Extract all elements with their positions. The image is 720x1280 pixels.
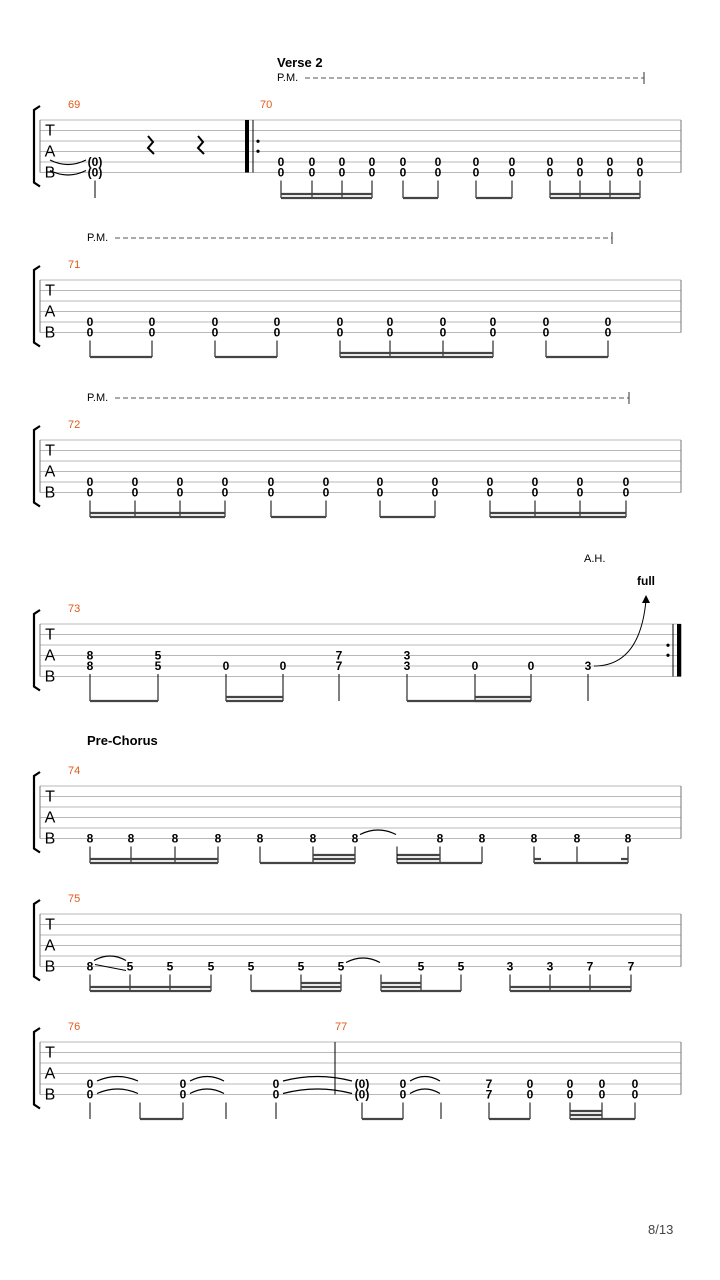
tab-clef-b: B — [44, 1086, 56, 1104]
fret-number: 0 — [179, 1087, 187, 1102]
tie-arc — [410, 1089, 440, 1094]
measure-number: 72 — [68, 419, 81, 431]
fret-number: 0 — [576, 475, 584, 489]
fret-number: 8 — [127, 831, 135, 846]
fret-number: 0 — [86, 1087, 94, 1102]
fret-number: 0 — [222, 659, 230, 673]
tie-arc — [97, 1077, 138, 1082]
fret-number: 5 — [457, 959, 465, 974]
tab-clef-a: A — [44, 1065, 56, 1083]
tab-clef-b: B — [44, 830, 56, 848]
bend-curve — [594, 600, 646, 666]
fret-number: 0 — [277, 155, 285, 169]
fret-number: 0 — [546, 155, 554, 169]
fret-number: 8 — [624, 831, 632, 846]
fret-number: 5 — [417, 959, 425, 974]
fret-number: 5 — [126, 959, 134, 974]
fret-number: (0) — [354, 1087, 370, 1102]
fret-number: 7 — [485, 1077, 493, 1091]
tab-clef-a: A — [44, 937, 56, 955]
fret-number: 8 — [573, 831, 581, 846]
fret-number: 0 — [336, 325, 344, 340]
fret-number: 0 — [272, 1077, 280, 1091]
fret-number: 0 — [542, 325, 550, 340]
fret-number: 0 — [526, 1077, 534, 1091]
fret-number: 0 — [636, 165, 644, 180]
fret-number: 0 — [221, 475, 229, 489]
fret-number: 8 — [214, 831, 222, 846]
fret-number: 0 — [338, 165, 346, 180]
fret-number: 0 — [431, 475, 439, 489]
system-bracket — [34, 426, 40, 507]
fret-number: 0 — [606, 155, 614, 169]
tie-arc — [97, 1089, 138, 1094]
fret-number: 0 — [221, 485, 229, 500]
fret-number: 0 — [439, 315, 447, 329]
tab-clef-a: A — [44, 809, 56, 827]
fret-number: 8 — [86, 831, 94, 846]
fret-number: 0 — [322, 485, 330, 500]
fret-number: 5 — [247, 959, 255, 974]
fret-number: 7 — [485, 1087, 493, 1102]
measure-number: 69 — [68, 99, 81, 111]
fret-number: 0 — [86, 485, 94, 500]
fret-number: 0 — [486, 475, 494, 489]
section-label-verse-2: Verse 2 — [277, 55, 323, 70]
fret-number: 0 — [489, 325, 497, 340]
fret-number: 8 — [171, 831, 179, 846]
fret-number: 0 — [368, 155, 376, 169]
fret-number: 0 — [267, 475, 275, 489]
fret-number: 0 — [273, 315, 281, 329]
tab-clef-a: A — [44, 647, 56, 665]
fret-number: 0 — [531, 485, 539, 500]
slide-line — [95, 965, 126, 971]
fret-number: 0 — [86, 1077, 94, 1091]
fret-number: (0) — [354, 1077, 370, 1091]
fret-number: 0 — [131, 475, 139, 489]
fret-number: 0 — [636, 155, 644, 169]
tab-clef-t: T — [45, 122, 55, 140]
fret-number: 0 — [508, 155, 516, 169]
bend-arrowhead — [642, 595, 650, 603]
tab-clef-b: B — [44, 164, 56, 182]
measure-number: 73 — [68, 603, 81, 615]
measure-number: 70 — [260, 99, 273, 111]
fret-number: 0 — [148, 325, 156, 340]
system-bracket — [34, 1028, 40, 1109]
tie-arc — [283, 1089, 352, 1094]
fret-number: 0 — [576, 485, 584, 500]
fret-number: 0 — [598, 1077, 606, 1091]
tie-arc — [190, 1077, 224, 1082]
repeat-dot — [256, 140, 259, 143]
tab-clef-a: A — [44, 143, 56, 161]
fret-number: 0 — [386, 315, 394, 329]
fret-number: 0 — [631, 1087, 639, 1102]
bend-full-label: full — [637, 574, 655, 588]
fret-number: 0 — [176, 485, 184, 500]
tab-clef-b: B — [44, 668, 56, 686]
measure-number: 71 — [68, 259, 81, 271]
tab-clef-t: T — [45, 442, 55, 460]
fret-number: 5 — [297, 959, 305, 974]
fret-number: 8 — [351, 831, 359, 846]
tie-arc — [360, 830, 396, 835]
fret-number: 0 — [86, 325, 94, 340]
fret-number: 0 — [376, 485, 384, 500]
fret-number: 0 — [434, 165, 442, 180]
tab-staff-2 — [40, 280, 681, 333]
measure-number: 75 — [68, 893, 81, 905]
fret-number: 0 — [472, 155, 480, 169]
fret-number: 0 — [338, 155, 346, 169]
tab-clef-t: T — [45, 916, 55, 934]
palm-mute-label: P.M. — [277, 72, 299, 84]
fret-number: 7 — [335, 659, 343, 673]
measure-number: 74 — [68, 765, 81, 777]
repeat-dot — [256, 150, 259, 153]
measure-number: 77 — [335, 1021, 348, 1033]
fret-number: 0 — [531, 475, 539, 489]
system-bracket — [34, 266, 40, 347]
fret-number: 0 — [527, 659, 535, 673]
fret-number: 0 — [471, 659, 479, 673]
fret-number: 0 — [336, 315, 344, 329]
fret-number: 8 — [478, 831, 486, 846]
fret-number: 0 — [399, 1077, 407, 1091]
fret-number: 0 — [598, 1087, 606, 1102]
fret-number: 0 — [546, 165, 554, 180]
fret-number: 0 — [308, 155, 316, 169]
system-bracket — [34, 106, 40, 187]
fret-number: 0 — [86, 315, 94, 329]
repeat-dot — [666, 654, 669, 657]
fret-number: 8 — [309, 831, 317, 846]
fret-number: (0) — [87, 155, 103, 169]
fret-number: 0 — [486, 485, 494, 500]
fret-number: 7 — [335, 648, 343, 663]
fret-number: 0 — [376, 475, 384, 489]
fret-number: 0 — [542, 315, 550, 329]
palm-mute-label: P.M. — [87, 232, 109, 244]
fret-number: 0 — [322, 475, 330, 489]
fret-number: 0 — [606, 165, 614, 180]
fret-number: 0 — [631, 1077, 639, 1091]
fret-number: 0 — [399, 1087, 407, 1102]
fret-number: 8 — [86, 648, 94, 663]
fret-number: 0 — [576, 155, 584, 169]
fret-number: 0 — [308, 165, 316, 180]
tab-clef-t: T — [45, 282, 55, 300]
tab-clef-t: T — [45, 788, 55, 806]
repeat-dot — [666, 644, 669, 647]
fret-number: 3 — [506, 959, 514, 974]
fret-number: 5 — [166, 959, 174, 974]
measure-number: 76 — [68, 1021, 81, 1033]
system-bracket — [34, 772, 40, 853]
fret-number: 8 — [256, 831, 264, 846]
fret-number: 0 — [279, 659, 287, 673]
artificial-harmonic-label: A.H. — [584, 553, 606, 565]
fret-number: 8 — [530, 831, 538, 846]
fret-number: 0 — [604, 315, 612, 329]
tie-arc — [410, 1077, 440, 1082]
fret-number: 0 — [86, 475, 94, 489]
fret-number: 7 — [627, 959, 635, 974]
page-number: 8/13 — [648, 1222, 674, 1237]
fret-number: 0 — [439, 325, 447, 340]
fret-number: 8 — [86, 959, 94, 974]
fret-number: 0 — [622, 485, 630, 500]
section-label-pre-chorus: Pre-Chorus — [87, 733, 158, 748]
tie-arc — [283, 1077, 352, 1082]
fret-number: 0 — [272, 1087, 280, 1102]
fret-number: 0 — [576, 165, 584, 180]
tab-clef-b: B — [44, 324, 56, 342]
fret-number: 5 — [154, 659, 162, 673]
fret-number: 0 — [434, 155, 442, 169]
fret-number: 0 — [508, 165, 516, 180]
palm-mute-label: P.M. — [87, 392, 109, 404]
fret-number: 0 — [148, 315, 156, 329]
fret-number: 3 — [403, 659, 411, 673]
tab-clef-t: T — [45, 626, 55, 644]
tab-clef-b: B — [44, 958, 56, 976]
fret-number: 0 — [472, 165, 480, 180]
tie-arc — [94, 956, 126, 961]
fret-number: 3 — [584, 659, 592, 673]
fret-number: 0 — [179, 1077, 187, 1091]
tie-arc — [346, 958, 380, 963]
fret-number: 0 — [273, 325, 281, 340]
tab-clef-a: A — [44, 303, 56, 321]
fret-number: 0 — [277, 165, 285, 180]
fret-number: 0 — [604, 325, 612, 340]
fret-number: 0 — [267, 485, 275, 500]
fret-number: 8 — [436, 831, 444, 846]
tab-clef-b: B — [44, 484, 56, 502]
fret-number: (0) — [87, 165, 103, 180]
fret-number: 0 — [211, 315, 219, 329]
fret-number: 0 — [489, 315, 497, 329]
fret-number: 0 — [176, 475, 184, 489]
tab-staff-1 — [40, 120, 681, 173]
tie-arc — [190, 1089, 224, 1094]
fret-number: 3 — [403, 648, 411, 663]
fret-number: 0 — [211, 325, 219, 340]
fret-number: 5 — [207, 959, 215, 974]
fret-number: 3 — [546, 959, 554, 974]
tab-clef-a: A — [44, 463, 56, 481]
fret-number: 7 — [586, 959, 594, 974]
fret-number: 0 — [622, 475, 630, 489]
fret-number: 0 — [131, 485, 139, 500]
tab-clef-t: T — [45, 1044, 55, 1062]
fret-number: 0 — [526, 1087, 534, 1102]
system-bracket — [34, 610, 40, 691]
fret-number: 0 — [368, 165, 376, 180]
fret-number: 5 — [337, 959, 345, 974]
fret-number: 0 — [431, 485, 439, 500]
fret-number: 0 — [566, 1087, 574, 1102]
fret-number: 8 — [86, 659, 94, 673]
fret-number: 5 — [154, 648, 162, 663]
system-bracket — [34, 900, 40, 981]
tab-staff-5 — [40, 786, 681, 839]
fret-number: 0 — [566, 1077, 574, 1091]
fret-number: 0 — [399, 155, 407, 169]
fret-number: 0 — [399, 165, 407, 180]
fret-number: 0 — [386, 325, 394, 340]
